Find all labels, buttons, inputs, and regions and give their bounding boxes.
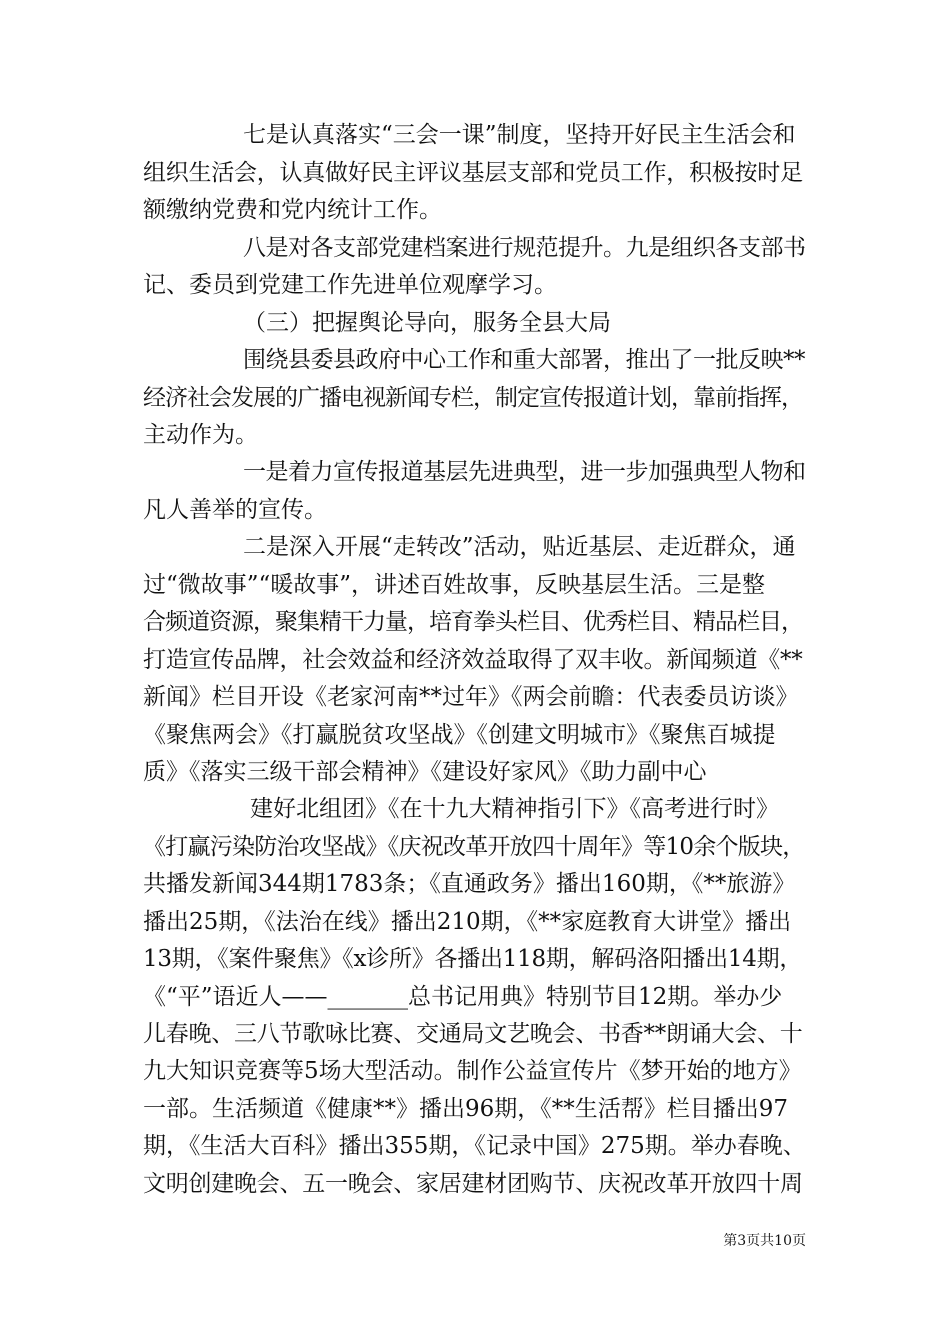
text-line: 质》《落实三级干部会精神》《建设好家风》《助力副中心 [143,759,707,785]
text-line: 期，《生活大百科》播出355期，《记录中国》275期。举办春晚、 [143,1133,806,1159]
text-line: 额缴纳党费和党内统计工作。 [143,197,442,223]
text-line: 经济社会发展的广播电视新闻专栏，制定宣传报道计划，靠前指挥， [143,385,803,411]
text-line: 九大知识竞赛等5场大型活动。制作公益宣传片《梦开始的地方》 [143,1058,802,1084]
section-heading: （三）把握舆论导向，服务全县大局 [243,310,611,336]
text-line: 建好北组团》《在十九大精神指引下》《高考进行时》 [250,796,779,822]
text-line: 播出25期，《法治在线》播出210期，《**家庭教育大讲堂》播出 [143,909,792,935]
text-line: 打造宣传品牌，社会效益和经济效益取得了双丰收。新闻频道《** [143,647,803,673]
text-line: 二是深入开展“走转改”活动，贴近基层、走近群众，通 [243,534,796,560]
text-line: 儿春晚、三八节歌咏比赛、交通局文艺晚会、书香**朗诵大会、十 [143,1021,803,1047]
text-line: 主动作为。 [143,422,258,448]
text-line: 13期，《案件聚焦》《x诊所》各播出118期，解码洛阳播出14期， [143,946,803,972]
text-line: 合频道资源，聚集精干力量，培育拳头栏目、优秀栏目、精品栏目， [143,609,803,635]
text-line: 一部。生活频道《健康**》播出96期，《**生活帮》栏目播出97 [143,1096,789,1122]
text-line: 凡人善举的宣传。 [143,497,327,523]
text-line: 文明创建晚会、五一晚会、家居建材团购节、庆祝改革开放四十周 [143,1171,803,1197]
text-line: 组织生活会，认真做好民主评议基层支部和党员工作，积极按时足 [143,160,803,186]
text-line: 八是对各支部党建档案进行规范提升。九是组织各支部书 [243,235,806,261]
text-line: 共播发新闻344期1783条；《直通政务》播出160期，《**旅游》 [143,871,796,897]
text-line: 过“微故事”“暖故事”，讲述百姓故事，反映基层生活。三是整 [143,572,766,598]
page-number-footer: 第3页共10页 [723,1233,806,1249]
text-line: 一是着力宣传报道基层先进典型，进一步加强典型人物和 [243,459,806,485]
text-line: 《“平”语近人——_______总书记用典》特别节目12期。举办少 [143,984,783,1010]
text-line: 《聚焦两会》《打赢脱贫攻坚战》《创建文明城市》《聚焦百城提 [143,722,776,748]
text-line: 记、委员到党建工作先进单位观摩学习。 [143,272,557,298]
text-line: 《打赢污染防治攻坚战》《庆祝改革开放四十周年》等10余个版块， [143,834,805,860]
text-line: 新闻》栏目开设《老家河南**过年》《两会前瞻：代表委员访谈》 [143,684,799,710]
text-line: 围绕县委县政府中心工作和重大部署，推出了一批反映** [243,347,805,373]
text-line: 七是认真落实“三会一课”制度，坚持开好民主生活会和 [243,122,796,148]
